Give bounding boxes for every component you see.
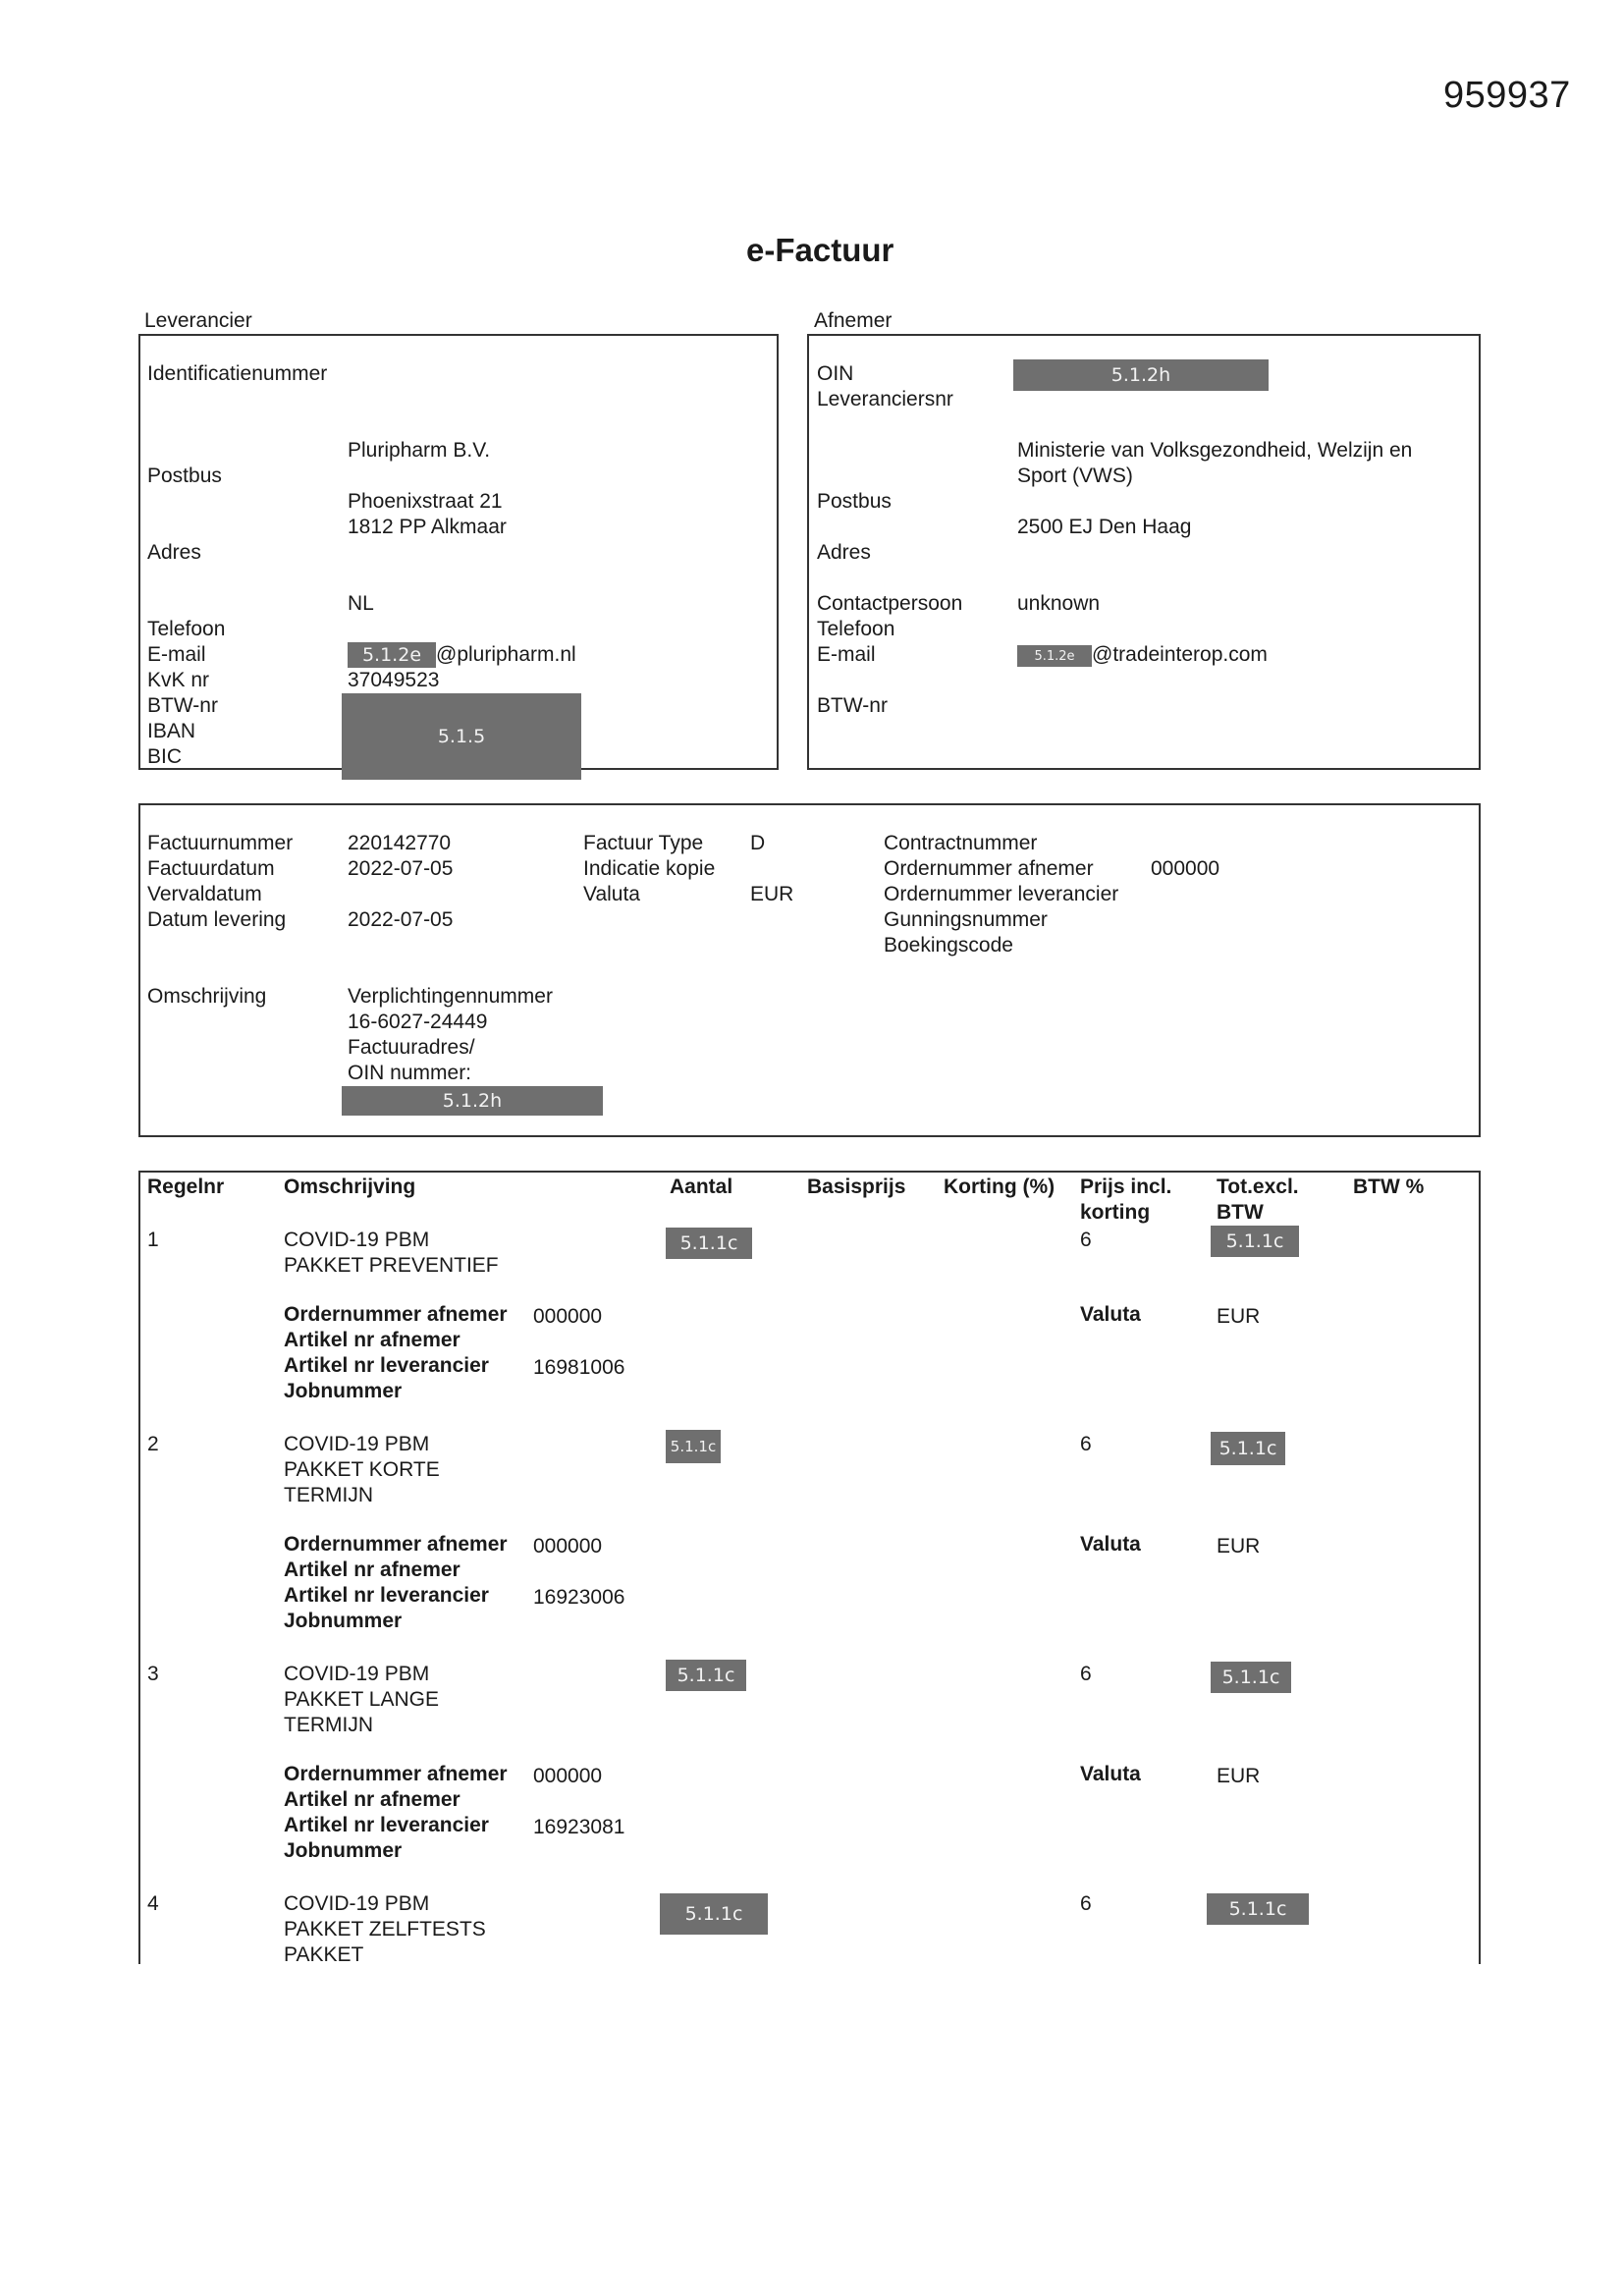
currency-label: Valuta	[583, 883, 640, 905]
row3-order-afnemer: 000000	[533, 1765, 603, 1787]
description-line1: Verplichtingennummer	[348, 985, 553, 1008]
invoice-number-label: Factuurnummer	[147, 832, 294, 854]
supplier-email-redaction: 5.1.2e	[348, 642, 436, 668]
supplier-kvk: 37049523	[348, 669, 440, 691]
row2-jobnummer-label: Jobnummer	[284, 1610, 403, 1632]
supplier-bic-label: BIC	[147, 745, 183, 768]
row3-nr: 3	[147, 1663, 159, 1685]
customer-name-line2: Sport (VWS)	[1017, 465, 1133, 487]
customer-contact-label: Contactpersoon	[817, 592, 963, 615]
row2-prijs: 6	[1080, 1433, 1092, 1455]
row2-desc-line2: PAKKET KORTE	[284, 1458, 440, 1481]
row2-desc-line1: COVID-19 PBM	[284, 1433, 430, 1455]
supplier-box	[138, 334, 779, 770]
customer-adres-label: Adres	[817, 541, 871, 564]
row3-aantal-redaction: 5.1.1c	[666, 1660, 746, 1691]
row4-desc-line3: PAKKET	[284, 1943, 364, 1966]
row1-desc-line2: PAKKET PREVENTIEF	[284, 1254, 499, 1277]
row3-order-afnemer-label: Ordernummer afnemer	[284, 1763, 508, 1785]
customer-section-label: Afnemer	[814, 309, 893, 332]
order-number-customer-label: Ordernummer afnemer	[884, 857, 1094, 880]
row4-desc-line2: PAKKET ZELFTESTS	[284, 1918, 486, 1941]
row1-artikel-afnemer-label: Artikel nr afnemer	[284, 1329, 460, 1351]
supplier-postal-city: 1812 PP Alkmaar	[348, 516, 507, 538]
customer-postbus-label: Postbus	[817, 490, 892, 513]
description-line3: Factuuradres/	[348, 1036, 475, 1059]
supplier-telefoon-label: Telefoon	[147, 618, 226, 640]
supplier-id-label: Identificatienummer	[147, 362, 328, 385]
supplier-section-label: Leverancier	[144, 309, 252, 332]
supplier-btw-label: BTW-nr	[147, 694, 218, 717]
booking-code-label: Boekingscode	[884, 934, 1013, 957]
row2-aantal-redaction: 5.1.1c	[666, 1430, 721, 1463]
row1-order-afnemer-label: Ordernummer afnemer	[284, 1303, 508, 1326]
row3-prijs: 6	[1080, 1663, 1092, 1685]
header-aantal: Aantal	[670, 1175, 733, 1198]
row1-artikel-leverancier-label: Artikel nr leverancier	[284, 1354, 489, 1377]
row1-prijs: 6	[1080, 1229, 1092, 1251]
invoice-date: 2022-07-05	[348, 857, 454, 880]
order-number-supplier-label: Ordernummer leverancier	[884, 883, 1119, 905]
row1-desc-line1: COVID-19 PBM	[284, 1229, 430, 1251]
row1-valuta-label: Valuta	[1080, 1303, 1141, 1326]
header-tot-line1: Tot.excl.	[1217, 1175, 1299, 1198]
supplier-bank-redaction: 5.1.5	[342, 693, 581, 780]
invoice-number: 220142770	[348, 832, 452, 854]
row2-order-afnemer-label: Ordernummer afnemer	[284, 1533, 508, 1556]
row4-nr: 4	[147, 1892, 159, 1915]
row4-prijs: 6	[1080, 1892, 1092, 1915]
row4-desc-line1: COVID-19 PBM	[284, 1892, 430, 1915]
row1-aantal-redaction: 5.1.1c	[666, 1228, 752, 1259]
header-prijs-line2: korting	[1080, 1201, 1151, 1224]
header-prijs-line1: Prijs incl.	[1080, 1175, 1172, 1198]
row2-order-afnemer: 000000	[533, 1535, 603, 1558]
customer-email-label: E-mail	[817, 643, 876, 666]
row2-nr: 2	[147, 1433, 159, 1455]
delivery-date: 2022-07-05	[348, 908, 454, 931]
copy-indication-label: Indicatie kopie	[583, 857, 716, 880]
row1-order-afnemer: 000000	[533, 1305, 603, 1328]
row2-artikel-afnemer-label: Artikel nr afnemer	[284, 1558, 460, 1581]
contract-number-label: Contractnummer	[884, 832, 1038, 854]
supplier-postbus-label: Postbus	[147, 465, 222, 487]
row2-valuta: EUR	[1217, 1535, 1261, 1558]
customer-btw-label: BTW-nr	[817, 694, 888, 717]
description-line2: 16-6027-24449	[348, 1011, 488, 1033]
customer-oin-label: OIN	[817, 362, 854, 385]
customer-name-line1: Ministerie van Volksgezondheid, Welzijn en	[1017, 439, 1413, 462]
currency: EUR	[750, 883, 794, 905]
tender-number-label: Gunningsnummer	[884, 908, 1048, 931]
supplier-adres-label: Adres	[147, 541, 201, 564]
supplier-iban-label: IBAN	[147, 720, 196, 742]
row3-valuta-label: Valuta	[1080, 1763, 1141, 1785]
row4-aantal-redaction: 5.1.1c	[660, 1893, 768, 1935]
row2-artikel-leverancier: 16923006	[533, 1586, 625, 1609]
due-date-label: Vervaldatum	[147, 883, 262, 905]
row3-desc-line2: PAKKET LANGE	[284, 1688, 439, 1711]
row3-artikel-leverancier: 16923081	[533, 1816, 625, 1838]
header-korting: Korting (%)	[944, 1175, 1056, 1198]
row3-artikel-leverancier-label: Artikel nr leverancier	[284, 1814, 489, 1836]
customer-leveranciersnr-label: Leveranciersnr	[817, 388, 953, 410]
delivery-date-label: Datum levering	[147, 908, 287, 931]
row1-tot-redaction: 5.1.1c	[1211, 1226, 1299, 1257]
header-btw: BTW %	[1353, 1175, 1425, 1198]
row2-desc-line3: TERMIJN	[284, 1484, 373, 1506]
row1-valuta: EUR	[1217, 1305, 1261, 1328]
row3-valuta: EUR	[1217, 1765, 1261, 1787]
oin-number-redaction: 5.1.2h	[342, 1086, 603, 1116]
customer-postal-city: 2500 EJ Den Haag	[1017, 516, 1192, 538]
supplier-street: Phoenixstraat 21	[348, 490, 503, 513]
supplier-email-label: E-mail	[147, 643, 206, 666]
row3-tot-redaction: 5.1.1c	[1211, 1662, 1291, 1693]
row1-artikel-leverancier: 16981006	[533, 1356, 625, 1379]
header-omschrijving: Omschrijving	[284, 1175, 416, 1198]
row4-tot-redaction: 5.1.1c	[1207, 1893, 1309, 1925]
order-number-customer: 000000	[1151, 857, 1220, 880]
customer-oin-redaction: 5.1.2h	[1013, 359, 1269, 391]
customer-contact: unknown	[1017, 592, 1101, 615]
row3-artikel-afnemer-label: Artikel nr afnemer	[284, 1788, 460, 1811]
customer-email-redaction: 5.1.2e	[1017, 645, 1092, 667]
row1-jobnummer-label: Jobnummer	[284, 1380, 403, 1402]
row3-jobnummer-label: Jobnummer	[284, 1839, 403, 1862]
row2-valuta-label: Valuta	[1080, 1533, 1141, 1556]
header-tot-line2: BTW	[1217, 1201, 1264, 1224]
description-line4: OIN nummer:	[348, 1062, 472, 1084]
supplier-kvk-label: KvK nr	[147, 669, 210, 691]
invoice-date-label: Factuurdatum	[147, 857, 275, 880]
customer-telefoon-label: Telefoon	[817, 618, 895, 640]
supplier-country: NL	[348, 592, 374, 615]
supplier-name: Pluripharm B.V.	[348, 439, 491, 462]
invoice-type: D	[750, 832, 766, 854]
header-basisprijs: Basisprijs	[807, 1175, 906, 1198]
customer-email-domain: @tradeinterop.com	[1092, 643, 1268, 666]
row1-nr: 1	[147, 1229, 159, 1251]
invoice-type-label: Factuur Type	[583, 832, 704, 854]
customer-box	[807, 334, 1481, 770]
row2-tot-redaction: 5.1.1c	[1211, 1432, 1285, 1465]
supplier-email-domain: @pluripharm.nl	[436, 643, 576, 666]
row3-desc-line3: TERMIJN	[284, 1714, 373, 1736]
page-number: 959937	[1443, 75, 1571, 116]
header-regelnr: Regelnr	[147, 1175, 225, 1198]
invoice-details-box	[138, 803, 1481, 1137]
page-title: e-Factuur	[746, 232, 894, 268]
row2-artikel-leverancier-label: Artikel nr leverancier	[284, 1584, 489, 1607]
invoice-lines-table	[138, 1171, 1481, 1964]
description-label: Omschrijving	[147, 985, 267, 1008]
row3-desc-line1: COVID-19 PBM	[284, 1663, 430, 1685]
